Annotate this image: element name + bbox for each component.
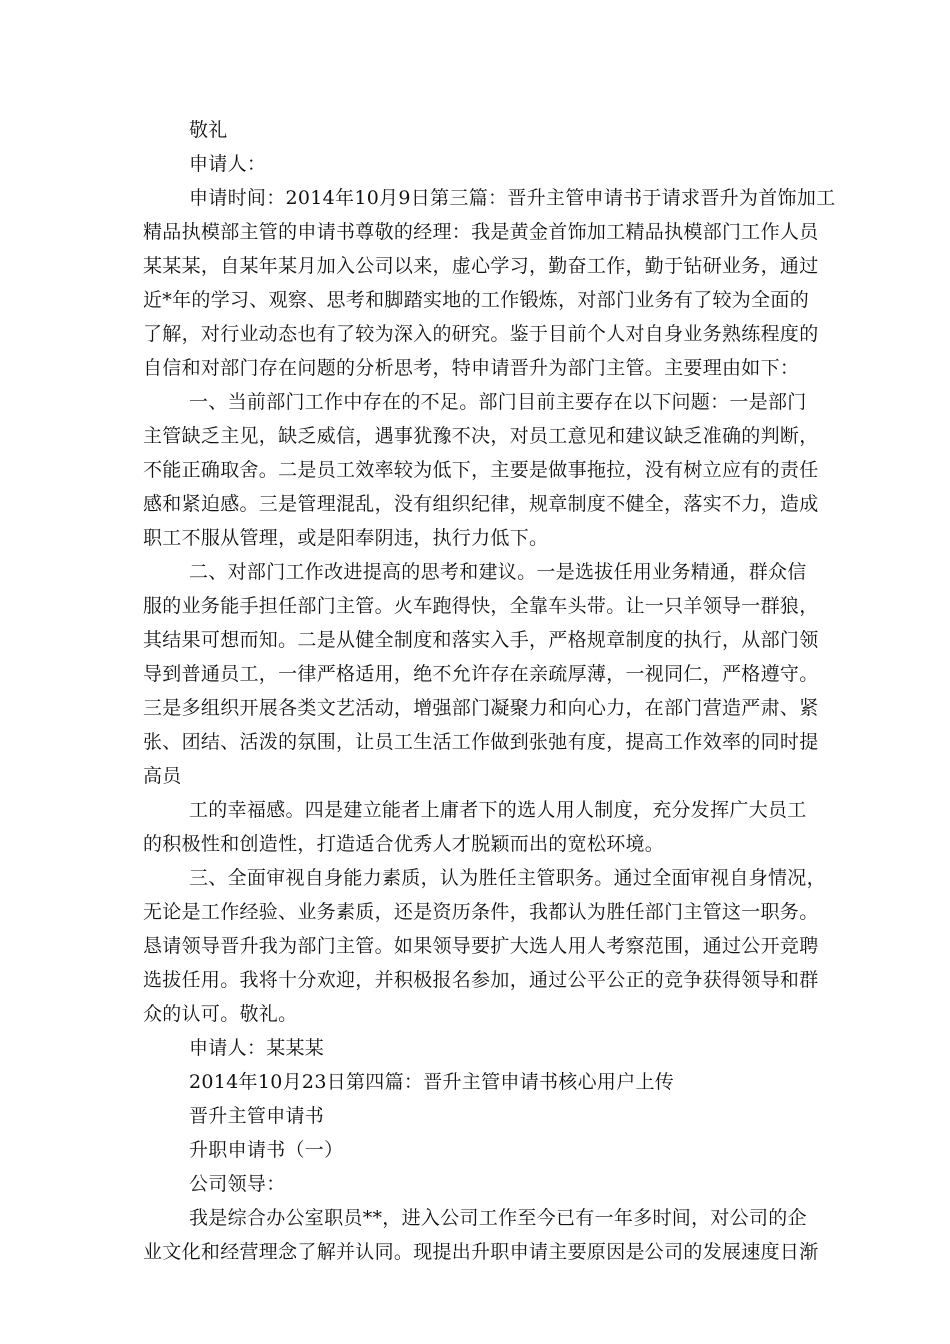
text-line: 申请时间：2014年10月9日第三篇：晋升主管申请书于请求晋升为首饰加工	[189, 187, 836, 209]
text-line: 其结果可想而知。二是从健全制度和落实入手，严格规章制度的执行，从部门领	[143, 629, 819, 651]
text-line: 职工不服从管理，或是阳奉阴违，执行力低下。	[143, 527, 549, 549]
text-line: 升职申请书（一）	[189, 1139, 344, 1161]
text-line: 一、当前部门工作中存在的不足。部门目前主要存在以下问题：一是部门	[189, 391, 807, 413]
text-line: 精品执模部主管的申请书尊敬的经理：我是黄金首饰加工精品执模部门工作人员	[143, 221, 819, 243]
text-line: 某某某，自某年某月加入公司以来，虚心学习，勤奋工作，勤于钻研业务，通过	[143, 255, 819, 277]
text-line: 三、全面审视自身能力素质，认为胜任主管职务。通过全面审视自身情况，	[189, 867, 826, 889]
text-line: 服的业务能手担任部门主管。火车跑得快，全靠车头带。让一只羊领导一群狼，	[143, 595, 819, 617]
text-line: 近*年的学习、观察、思考和脚踏实地的工作锻炼，对部门业务有了较为全面的	[143, 289, 810, 311]
text-line: 众的认可。敬礼。	[143, 1003, 298, 1025]
text-line: 恳请领导晋升我为部门主管。如果领导要扩大选人用人考察范围，通过公开竞聘	[143, 935, 819, 957]
text-line: 我是综合办公室职员**，进入公司工作至今已有一年多时间，对公司的企	[189, 1207, 807, 1229]
text-line: 二、对部门工作改进提高的思考和建议。一是选拔任用业务精通，群众信	[189, 561, 807, 583]
text-line: 2014年10月23日第四篇：晋升主管申请书核心用户上传	[189, 1071, 675, 1093]
text-line: 申请人：某某某	[189, 1037, 325, 1059]
text-line: 感和紧迫感。三是管理混乱，没有组织纪律，规章制度不健全，落实不力，造成	[143, 493, 819, 515]
text-line: 业文化和经营理念了解并认同。现提出升职申请主要原因是公司的发展速度日渐	[143, 1241, 819, 1263]
text-line: 无论是工作经验、业务素质，还是资历条件，我都认为胜任部门主管这一职务。	[143, 901, 819, 923]
text-line: 敬礼	[189, 119, 228, 141]
text-line: 自信和对部门存在问题的分析思考，特申请晋升为部门主管。主要理由如下：	[143, 357, 800, 379]
text-line: 了解，对行业动态也有了较为深入的研究。鉴于目前个人对自身业务熟练程度的	[143, 323, 819, 345]
text-line: 导到普通员工，一律严格适用，绝不允许存在亲疏厚薄，一视同仁，严格遵守。	[143, 663, 819, 685]
text-line: 工的幸福感。四是建立能者上庸者下的选人用人制度，充分发挥广大员工	[189, 799, 807, 821]
document-body	[143, 113, 836, 1269]
text-line: 晋升主管申请书	[189, 1105, 325, 1127]
text-line: 不能正确取舍。二是员工效率较为低下，主要是做事拖拉，没有树立应有的责任	[143, 459, 819, 481]
text-line: 高员	[143, 765, 182, 787]
text-line: 申请人：	[189, 153, 267, 175]
text-line: 的积极性和创造性，打造适合优秀人才脱颖而出的宽松环境。	[143, 833, 665, 855]
text-line: 选拔任用。我将十分欢迎，并积极报名参加，通过公平公正的竞争获得领导和群	[143, 969, 819, 991]
text-line: 主管缺乏主见，缺乏威信，遇事犹豫不决，对员工意见和建议缺乏准确的判断，	[143, 425, 819, 447]
text-line: 公司领导：	[189, 1173, 286, 1195]
text-line: 三是多组织开展各类文艺活动，增强部门凝聚力和向心力，在部门营造严肃、紧	[143, 697, 819, 719]
text-line: 张、团结、活泼的氛围，让员工生活工作做到张弛有度，提高工作效率的同时提	[143, 731, 819, 753]
